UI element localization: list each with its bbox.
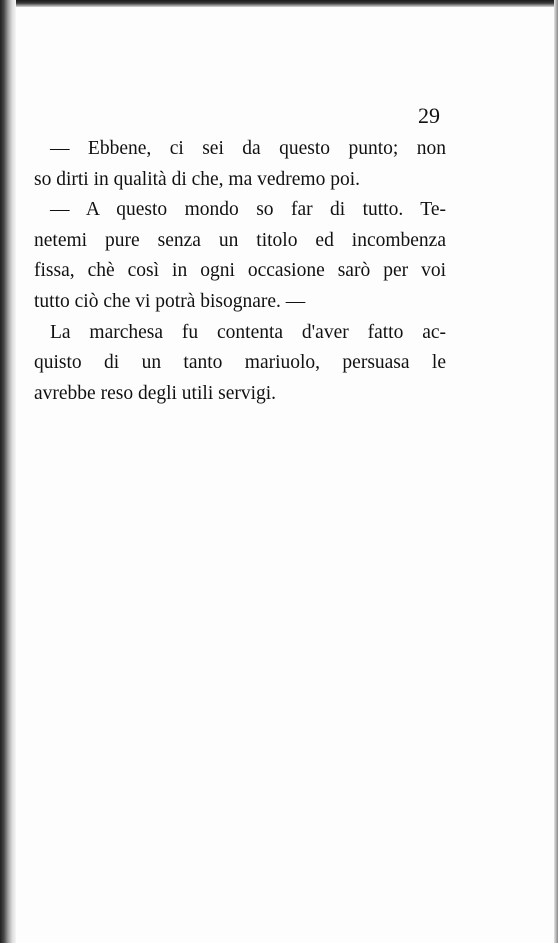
text-line: — Ebbene, ci sei da questo punto; non [50,138,446,159]
scan-right-edge [554,0,558,943]
text-line: fissa, chè così in ogni occasione sarò per voi [34,260,446,282]
paragraph [34,195,446,317]
text-line: so dirti in qualità di che, ma vedremo poi. [34,168,361,190]
text-line: quisto di un tanto mariuolo, persuasa le [34,352,446,374]
page-text [34,134,446,409]
paragraph [34,134,446,195]
text-line: avrebbe reso degli utili servigi. [34,382,277,404]
scan-left-edge [0,0,16,943]
page-number: 29 [418,103,440,128]
text-line: tutto ciò che vi potrà bisognare. — [34,290,306,312]
paragraph [34,318,446,410]
text-line: La marchesa fu contenta d'aver fatto ac- [50,321,446,343]
scan-top-edge [0,0,558,7]
text-line: — A questo mondo so far di tutto. Te- [50,199,446,221]
text-line: netemi pure senza un titolo ed incombenza [34,229,446,251]
